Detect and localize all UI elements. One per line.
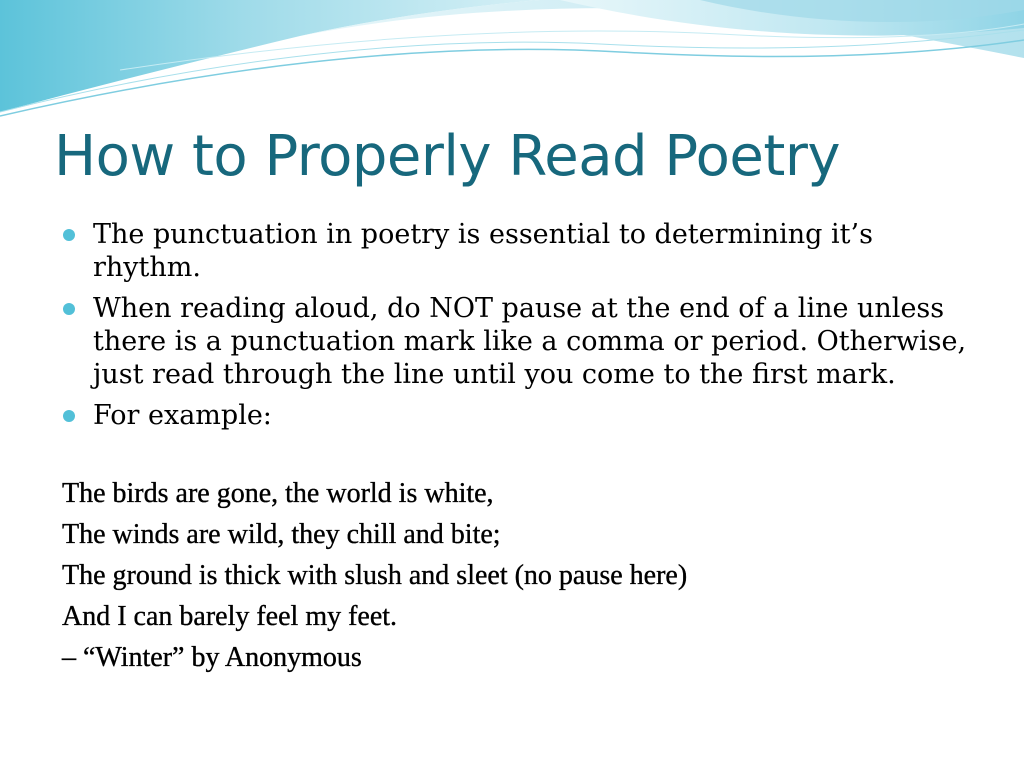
bullet-item bbox=[62, 218, 974, 284]
bullet-item bbox=[62, 292, 974, 391]
poem-line: The birds are gone, the world is white, bbox=[62, 478, 494, 509]
bullet-dot-icon bbox=[63, 410, 75, 422]
slide-title: How to Properly Read Poetry bbox=[54, 124, 840, 189]
bullet-dot-icon bbox=[63, 303, 75, 315]
poem-line: And I can barely feel my feet. bbox=[62, 601, 398, 632]
bullet-text: The punctuation in poetry is essential to determining it’s rhythm. bbox=[93, 219, 873, 283]
poem-excerpt bbox=[62, 473, 982, 678]
poem-attribution: – “Winter” by Anonymous bbox=[62, 642, 362, 673]
poem-line: The ground is thick with slush and sleet (no pause here) bbox=[62, 560, 688, 591]
bullet-dot-icon bbox=[63, 229, 75, 241]
bullet-list bbox=[62, 218, 974, 440]
bullet-item bbox=[62, 399, 974, 432]
bullet-text: For example: bbox=[93, 400, 272, 431]
bullet-text: When reading aloud, do NOT pause at the end of a line unless there is a punctuation mark like a comma or period. Otherwise, just read through the line until you come to the first mark. bbox=[93, 293, 967, 390]
header-wave-decoration bbox=[0, 0, 1024, 130]
poem-line: The winds are wild, they chill and bite; bbox=[62, 519, 501, 550]
